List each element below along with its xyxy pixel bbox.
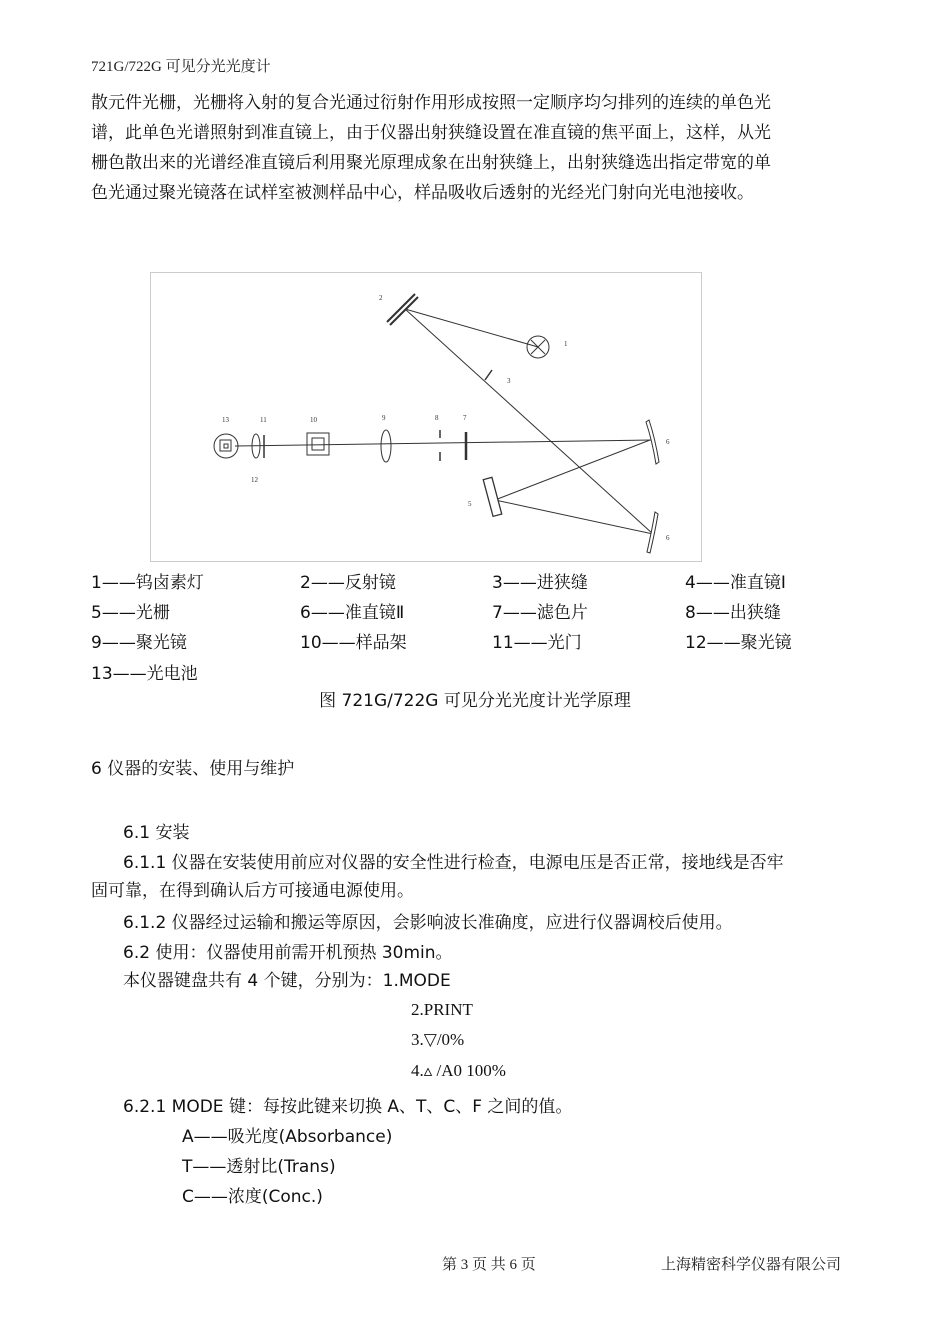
legend-item: 1——钨卤素灯 bbox=[91, 573, 204, 593]
optical-diagram bbox=[150, 272, 702, 562]
figure-caption: 图 721G/722G 可见分光光度计光学原理 bbox=[319, 691, 631, 711]
intro-line: 色光通过聚光镜落在试样室被测样品中心，样品吸收后透射的光经光门射向光电池接收。 bbox=[91, 183, 754, 203]
beam-mirror-to-collimator2 bbox=[405, 309, 653, 534]
label-3: 3 bbox=[507, 377, 511, 385]
page-header: 721G/722G 可见分光光度计 bbox=[91, 59, 271, 75]
legend-item: 6——准直镜Ⅱ bbox=[300, 603, 405, 623]
label-12: 12 bbox=[251, 476, 258, 484]
legend-item: 7——滤色片 bbox=[492, 603, 588, 623]
mode-item: T——透射比(Trans) bbox=[182, 1157, 336, 1177]
reflector-mirror bbox=[387, 294, 418, 325]
intro-line: 谱，此单色光谱照射到准直镜上，由于仪器出射狭缝设置在准直镜的焦平面上，这样，从光 bbox=[91, 123, 771, 143]
key-item: 3.▽/0% bbox=[411, 1030, 465, 1049]
key-item: 2.PRINT bbox=[411, 1000, 473, 1019]
beam-mirror-to-lamp bbox=[405, 309, 538, 347]
section-6-1-heading: 6.1 安装 bbox=[123, 823, 190, 843]
mode-key-description: 6.2.1 MODE 键：每按此键来切换 A、T、C、F 之间的值。 bbox=[123, 1097, 573, 1117]
mode-item: A——吸光度(Absorbance) bbox=[182, 1127, 393, 1147]
intro-paragraph bbox=[91, 88, 871, 208]
legend-item: 9——聚光镜 bbox=[91, 633, 187, 653]
legend-item: 4——准直镜Ⅰ bbox=[685, 573, 786, 593]
page-number: 第 3 页 共 6 页 bbox=[442, 1257, 536, 1273]
paragraph-6-1-1: 6.1.1 仪器在安装使用前应对仪器的安全性进行检查，电源电压是否正常，接地线是否牢 bbox=[123, 853, 784, 873]
label-11: 11 bbox=[260, 416, 267, 424]
intro-line: 栅色散出来的光谱经准直镜后利用聚光原理成象在出射狭缝上，出射狭缝选出指定带宽的单 bbox=[91, 153, 771, 173]
label-13: 13 bbox=[222, 416, 229, 424]
paragraph-6-1-2: 6.1.2 仪器经过运输和搬运等原因，会影响波长准确度，应进行仪器调校后使用。 bbox=[123, 913, 733, 933]
beam-collimator1-to-grating bbox=[495, 440, 650, 500]
intro-line: 散元件光栅，光栅将入射的复合光通过衍射作用形成按照一定顺序均匀排列的连续的单色光 bbox=[91, 93, 771, 113]
paragraph-6-1-1-cont: 固可靠，在得到确认后方可接通电源使用。 bbox=[91, 881, 414, 901]
beam-axis bbox=[235, 440, 652, 446]
condenser-lens-9 bbox=[381, 430, 391, 462]
key-item: 4.▵ /A0 100% bbox=[411, 1061, 506, 1080]
section-6-2-heading: 6.2 使用：仪器使用前需开机预热 30min。 bbox=[123, 943, 453, 963]
legend-item: 2——反射镜 bbox=[300, 573, 396, 593]
beam-grating-to-collimator2 bbox=[495, 500, 653, 534]
legend-item: 8——出狭缝 bbox=[685, 603, 781, 623]
label-5: 5 bbox=[468, 500, 472, 508]
label-7: 7 bbox=[463, 414, 467, 422]
legend-item: 13——光电池 bbox=[91, 664, 198, 684]
entrance-slit bbox=[485, 370, 492, 380]
company-name: 上海精密科学仪器有限公司 bbox=[661, 1257, 842, 1273]
label-9: 9 bbox=[382, 414, 386, 422]
sample-holder bbox=[307, 433, 329, 455]
mode-item: C——浓度(Conc.) bbox=[182, 1187, 323, 1207]
label-2: 2 bbox=[379, 294, 383, 302]
legend-item: 3——进狭缝 bbox=[492, 573, 588, 593]
label-1: 1 bbox=[564, 340, 568, 348]
legend-item: 10——样品架 bbox=[300, 633, 407, 653]
legend-item: 5——光栅 bbox=[91, 603, 170, 623]
keys-intro: 本仪器键盘共有 4 个键，分别为：1.MODE bbox=[123, 971, 451, 991]
collimator-mirror-1 bbox=[646, 420, 659, 464]
legend-item: 12——聚光镜 bbox=[685, 633, 792, 653]
label-6b: 6 bbox=[666, 534, 670, 542]
legend-item: 11——光门 bbox=[492, 633, 582, 653]
section-6-heading: 6 仪器的安装、使用与维护 bbox=[91, 759, 295, 779]
photocell bbox=[214, 434, 238, 458]
collimator-mirror-2 bbox=[647, 512, 658, 553]
label-10: 10 bbox=[310, 416, 317, 424]
halogen-lamp bbox=[527, 336, 549, 358]
grating bbox=[483, 477, 502, 516]
label-8: 8 bbox=[435, 414, 439, 422]
label-6: 6 bbox=[666, 438, 670, 446]
